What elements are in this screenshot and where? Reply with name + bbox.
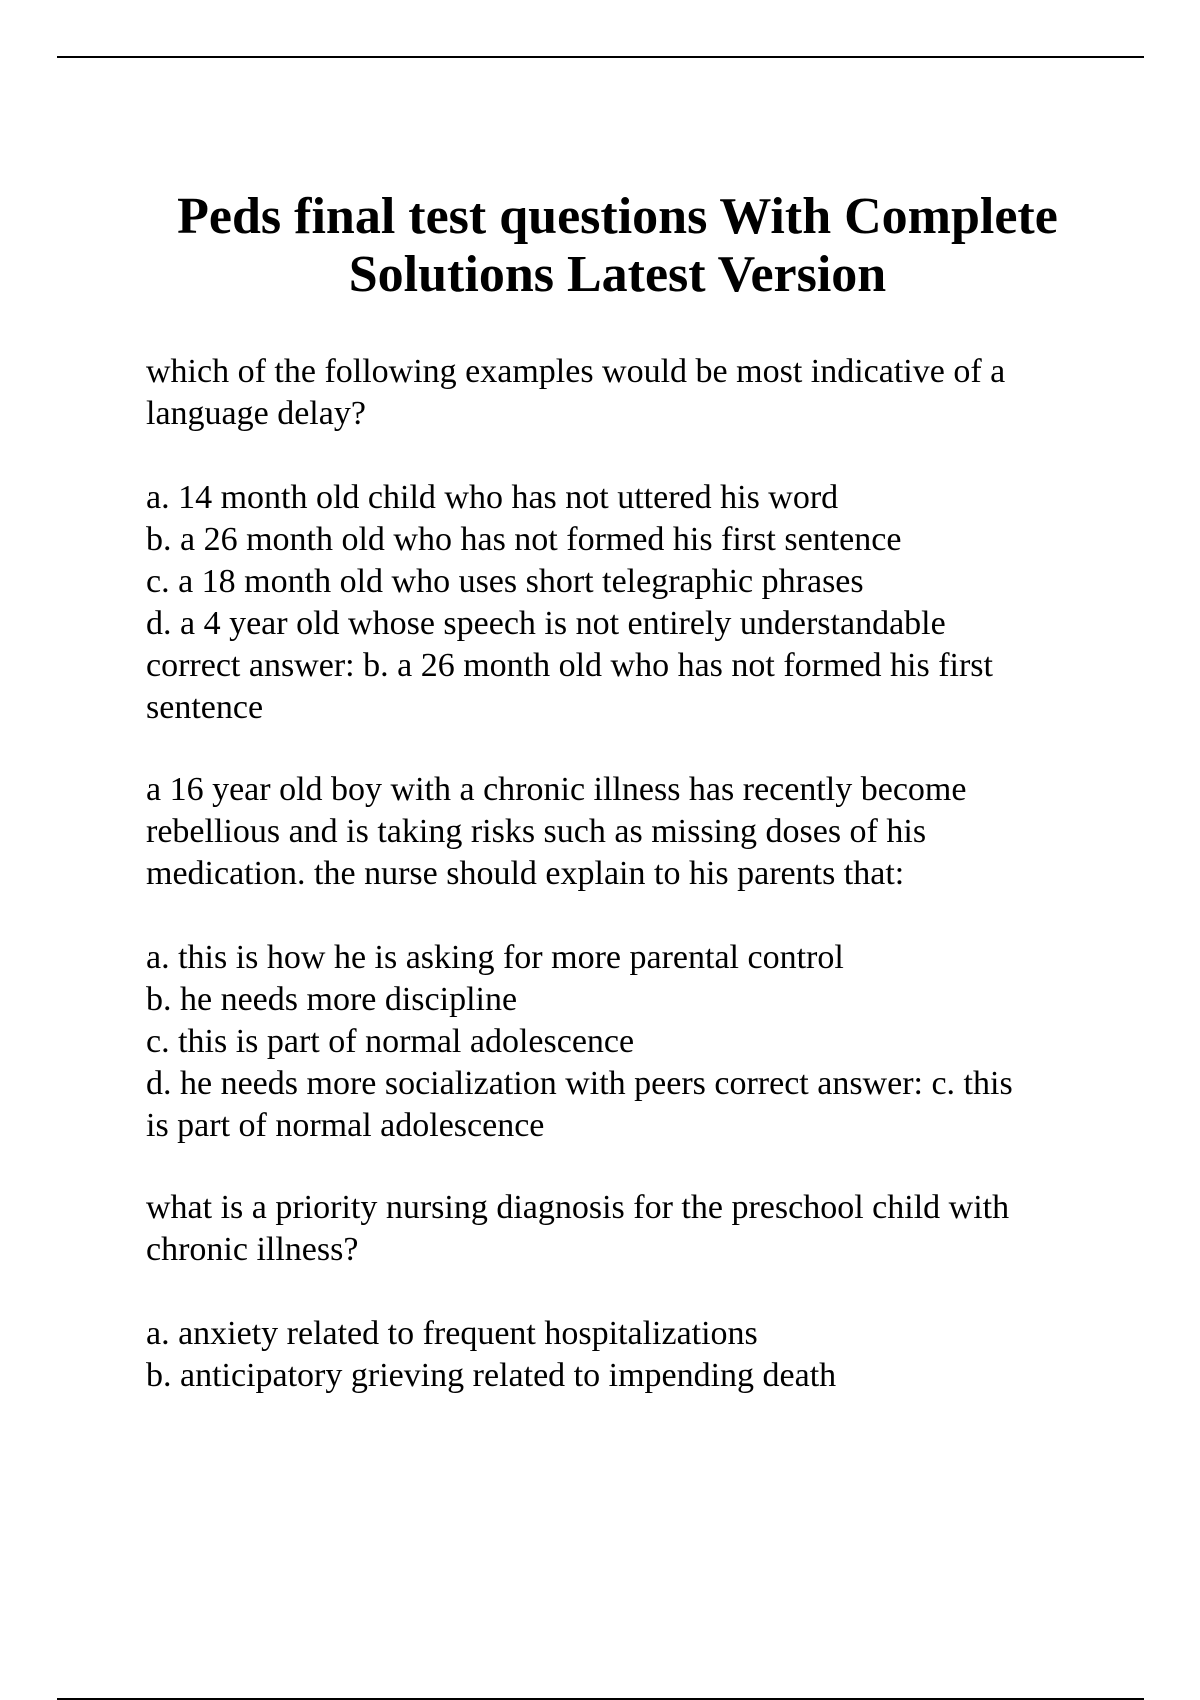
header-rule <box>57 56 1144 58</box>
question-line: a 16 year old boy with a chronic illness has recently become <box>146 771 967 808</box>
question-line: language delay? <box>146 395 366 432</box>
title-line-1: Peds final test questions With Complete <box>177 188 1058 245</box>
option-line: d. he needs more socialization with peers correct answer: c. this <box>146 1065 1013 1102</box>
question-line: rebellious and is taking risks such as missing doses of his <box>146 813 927 850</box>
correct-answer-line: is part of normal adolescence <box>146 1107 545 1144</box>
title-line-2: Solutions Latest Version <box>348 246 887 303</box>
answer-options <box>146 937 1146 1147</box>
correct-answer-line: correct answer: b. a 26 month old who has not formed his first <box>146 647 993 684</box>
question-block-1 <box>146 351 1146 729</box>
question-line: what is a priority nursing diagnosis for the preschool child with <box>146 1189 1010 1226</box>
option-line: a. 14 month old child who has not uttered his word <box>146 479 839 516</box>
question-text <box>146 1187 1146 1271</box>
option-line: a. this is how he is asking for more parental control <box>146 939 844 976</box>
option-line: c. this is part of normal adolescence <box>146 1023 635 1060</box>
answer-options <box>146 477 1146 729</box>
option-line: b. he needs more discipline <box>146 981 518 1018</box>
option-line: a. anxiety related to frequent hospitalizations <box>146 1315 758 1352</box>
option-line: d. a 4 year old whose speech is not entirely understandable <box>146 605 946 642</box>
option-line: b. a 26 month old who has not formed his first sentence <box>146 521 902 558</box>
option-line: b. anticipatory grieving related to impending death <box>146 1357 837 1394</box>
answer-options <box>146 1313 1146 1397</box>
question-line: chronic illness? <box>146 1231 359 1268</box>
page-title <box>60 188 1175 304</box>
question-text <box>146 351 1146 435</box>
question-block-3 <box>146 1187 1146 1397</box>
question-line: medication. the nurse should explain to his parents that: <box>146 855 905 892</box>
question-text <box>146 769 1146 895</box>
question-line: which of the following examples would be most indicative of a <box>146 353 1006 390</box>
question-block-2 <box>146 769 1146 1147</box>
correct-answer-line: sentence <box>146 689 264 726</box>
option-line: c. a 18 month old who uses short telegraphic phrases <box>146 563 864 600</box>
